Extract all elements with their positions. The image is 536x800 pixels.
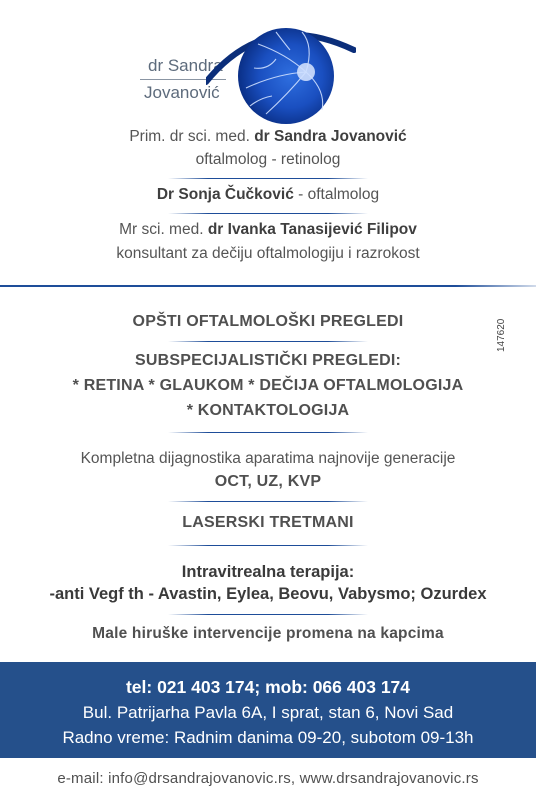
doctor-3-name: dr Ivanka Tanasijević Filipov	[207, 221, 417, 238]
diagnostics-text: Kompletna dijagnostika aparatima najnovije generacije	[80, 450, 456, 467]
surgery-text: Male hiruške intervencije promena na kapcima	[92, 625, 444, 642]
divider	[168, 432, 368, 433]
doctor-1-role: oftalmolog - retinolog	[195, 151, 341, 168]
divider	[168, 213, 368, 214]
doctor-3-line	[0, 221, 536, 239]
laser-heading: LASERSKI TRETMANI	[182, 514, 354, 531]
doctor-1-name: dr Sandra Jovanović	[254, 128, 407, 145]
phone-numbers: tel: 021 403 174; mob: 066 403 174	[125, 677, 411, 697]
intravitreal-list: -anti Vegf th - Avastin, Eylea, Beovu, Vabysmo; Ozurdex	[49, 585, 487, 603]
logo-name-line2: Jovanović	[144, 83, 220, 102]
address: Bul. Patrijarha Pavla 6A, I sprat, stan 6, Novi Sad	[82, 703, 454, 722]
logo-name-line1: dr Sandra	[148, 56, 223, 75]
doctor-1-prefix: Prim. dr sci. med.	[129, 128, 255, 145]
subspecialist-list-1: * RETINA * GLAUKOM * DEČIJA OFTALMOLOGIJA	[72, 377, 464, 394]
eye-logo-icon	[206, 14, 356, 124]
general-exams-heading: OPŠTI OFTALMOLOŠKI PREGLEDI	[132, 313, 404, 330]
intravitreal-heading: Intravitrealna terapija:	[181, 563, 355, 581]
working-hours: Radno vreme: Radnim danima 09-20, subotom 09-13h	[62, 728, 474, 747]
divider	[168, 545, 368, 546]
doctor-1-line	[0, 128, 536, 146]
section-divider	[0, 285, 536, 287]
divider	[168, 178, 368, 179]
divider	[168, 614, 368, 615]
doctor-2-line	[0, 186, 536, 204]
side-code: 147620	[496, 318, 507, 352]
doctor-3-role: konsultant za dečiju oftalmologiju i razrokost	[116, 245, 420, 262]
subspecialist-heading: SUBSPECIJALISTIČKI PREGLEDI:	[134, 352, 402, 369]
doctor-3-prefix: Mr sci. med.	[119, 221, 208, 238]
divider	[168, 501, 368, 502]
divider	[168, 341, 368, 342]
subspecialist-list-2: * KONTAKTOLOGIJA	[186, 402, 350, 419]
contact-banner	[0, 662, 536, 758]
contact-web: e-mail: info@drsandrajovanovic.rs, www.drsandrajovanovic.rs	[57, 770, 479, 787]
doctor-2-name: Dr Sonja Čučković	[156, 186, 294, 203]
doctor-2-suffix: - oftalmolog	[293, 186, 380, 203]
diagnostics-list: OCT, UZ, KVP	[214, 473, 322, 490]
